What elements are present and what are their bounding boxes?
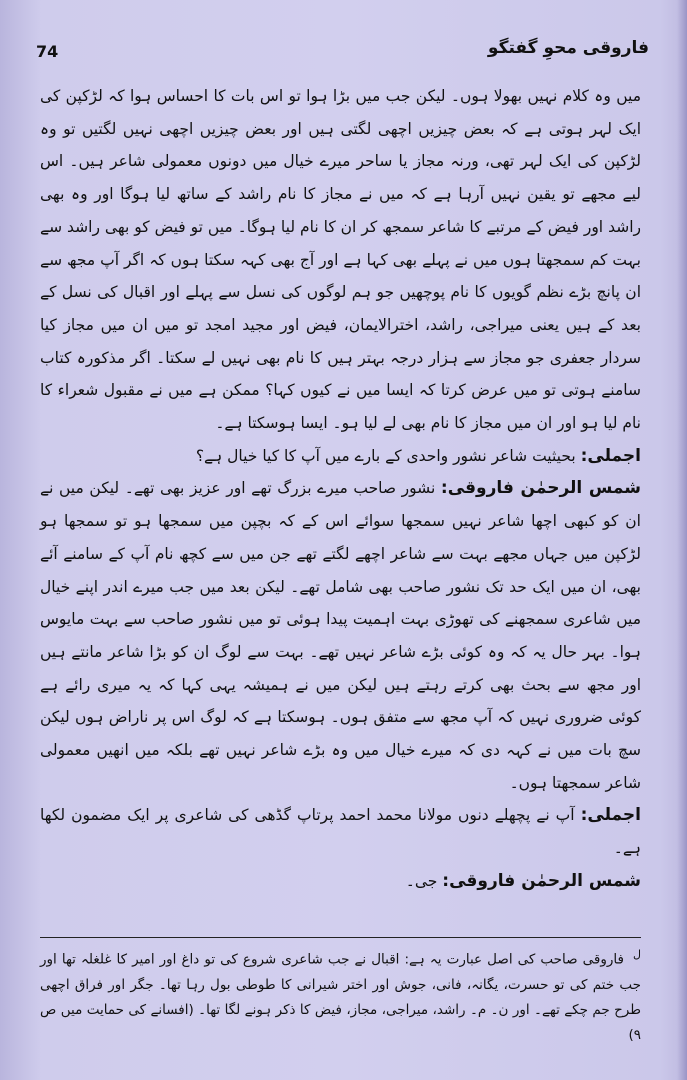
page-edge-shadow — [677, 0, 687, 1080]
question-text: بحیثیت شاعر نشور واحدی کے بارے میں آپ کا کیا خیال ہے؟ — [195, 446, 576, 465]
paragraph-1: میں وہ کلام نہیں بھولا ہوں۔ لیکن جب میں بڑا ہوا تو اس بات کا احساس ہوا کہ لڑکپن کی ایک لہر ہوتی ہے کہ بعض چیزیں اچھی لگتی ہیں اور بعض چیزیں اچھی نہیں لگتیں تو وہ لڑکپن کی ایک لہر تھی، ورنہ مجاز یا ساحر میرے خیال میں دونوں معمولی شاعر ہیں۔ اس لیے مجھے تو یقین نہیں آرہا ہے کہ میں نے مجاز کا نام راشد کے ساتھ لیا ہوگا اور وہ بھی راشد اور فیض کے مرتبے کا شاعر سمجھ کر ان کا نام لیا ہوگا۔ میں تو فیض کو بھی راشد سے بہت کم سمجھتا ہوں میں نے پہلے بھی کہا ہے اور آج بھی کہہ سکتا ہوں کہ اگر آپ مجھ سے ان پانچ بڑے نظم گویوں کا نام پوچھیں جو ہم لوگوں کی نسل سے پہلے اور اقبال کی نسل کے بعد کے ہیں یعنی میراجی، راشد، اخترالایمان، فیض اور مجید امجد تو میں ان میں مجاز کیا سردار جعفری جو مجاز سے ہزار درجہ بہتر ہیں کا نام بھی نہیں لے سکتا۔ اگر مذکورہ کتاب سامنے ہوتی تو میں عرض کرتا کہ ایسا میں نے کیوں کہا؟ ممکن ہے میں نے مقبول شعراء کا نام لیا ہو اور ان میں مجاز کا نام بھی لے لیا ہو۔ ایسا ہوسکتا ہے۔ — [40, 87, 641, 433]
question-2 — [40, 799, 641, 864]
page-number: 74 — [36, 42, 59, 61]
running-head: فاروقی محوِ گفتگو — [487, 38, 649, 58]
answer-text: جی۔ — [405, 871, 438, 890]
answer-1 — [40, 472, 641, 799]
body-text — [40, 80, 641, 898]
footnote-marker: ل — [633, 948, 641, 961]
respondent-name: شمس الرحمٰن فاروقی: — [442, 870, 641, 891]
answer-2 — [40, 865, 641, 898]
footnote-text: فاروقی صاحب کی اصل عبارت یہ ہے: اقبال نے جب شاعری شروع کی تو داغ اور امیر کا غلغلہ تھا اور جب ختم کی تو حسرت، یگانہ، فانی، جوش اور اختر شیرانی کا طوطی بول رہا تھا۔ جگر اور فراق اچھی طرح جم چکے تھے۔ اور ن۔ م۔ راشد، میراجی، مجاز، فیض کا ذکر ہونے لگا تھا۔ (افسانے کی حمایت میں ص ۹) — [40, 951, 641, 1043]
page-header — [36, 38, 649, 68]
answer-text: نشور صاحب میرے بزرگ تھے اور عزیز بھی تھے۔ لیکن میں نے ان کو کبھی اچھا شاعر نہیں سمجھا سوائے اس کے کہ بچپن میں سمجھا ہو تو سمجھا ہو لڑکپن میں جہاں مجھے بہت سے شاعر اچھے لگتے تھے جن میں سے کچھ نام آپ کے سامنے آئے بھی، ان میں ایک حد تک نشور صاحب بھی شامل تھے۔ لیکن بعد میں جب میرے اندر اپنے خیال میں شاعری سمجھنے کی تھوڑی بہت اہمیت پیدا ہوئی تو میں نشور صاحب سے بہت مایوس ہوا۔ بہر حال یہ کہ وہ کوئی بڑے شاعر نہیں تھے۔ بہت سے لوگ ان کو بڑا شاعر مانتے ہیں اور مجھ سے بحث بھی کرتے رہتے ہیں لیکن میں نے ہمیشہ یہی کہا کہ یہ میری رائے ہے کوئی ضروری نہیں کہ آپ مجھ سے متفق ہوں۔ ہوسکتا ہے کہ لوگ اس پر ناراض ہوں لیکن سچ بات میں نے کہہ دی کہ میرے خیال میں وہ بڑے شاعر نہیں تھے بلکہ میں انھیں معمولی شاعر سمجھتا ہوں۔ — [40, 479, 641, 792]
question-1 — [40, 440, 641, 473]
question-text: آپ نے پچھلے دنوں مولانا محمد احمد پرتاپ گڈھی کی شاعری پر ایک مضمون لکھا ہے۔ — [40, 806, 641, 858]
footnote — [40, 942, 641, 1048]
interviewer-name: اجملی: — [580, 445, 641, 466]
interviewer-name: اجملی: — [580, 805, 641, 826]
respondent-name: شمس الرحمٰن فاروقی: — [440, 478, 642, 499]
footnote-divider — [40, 937, 641, 938]
